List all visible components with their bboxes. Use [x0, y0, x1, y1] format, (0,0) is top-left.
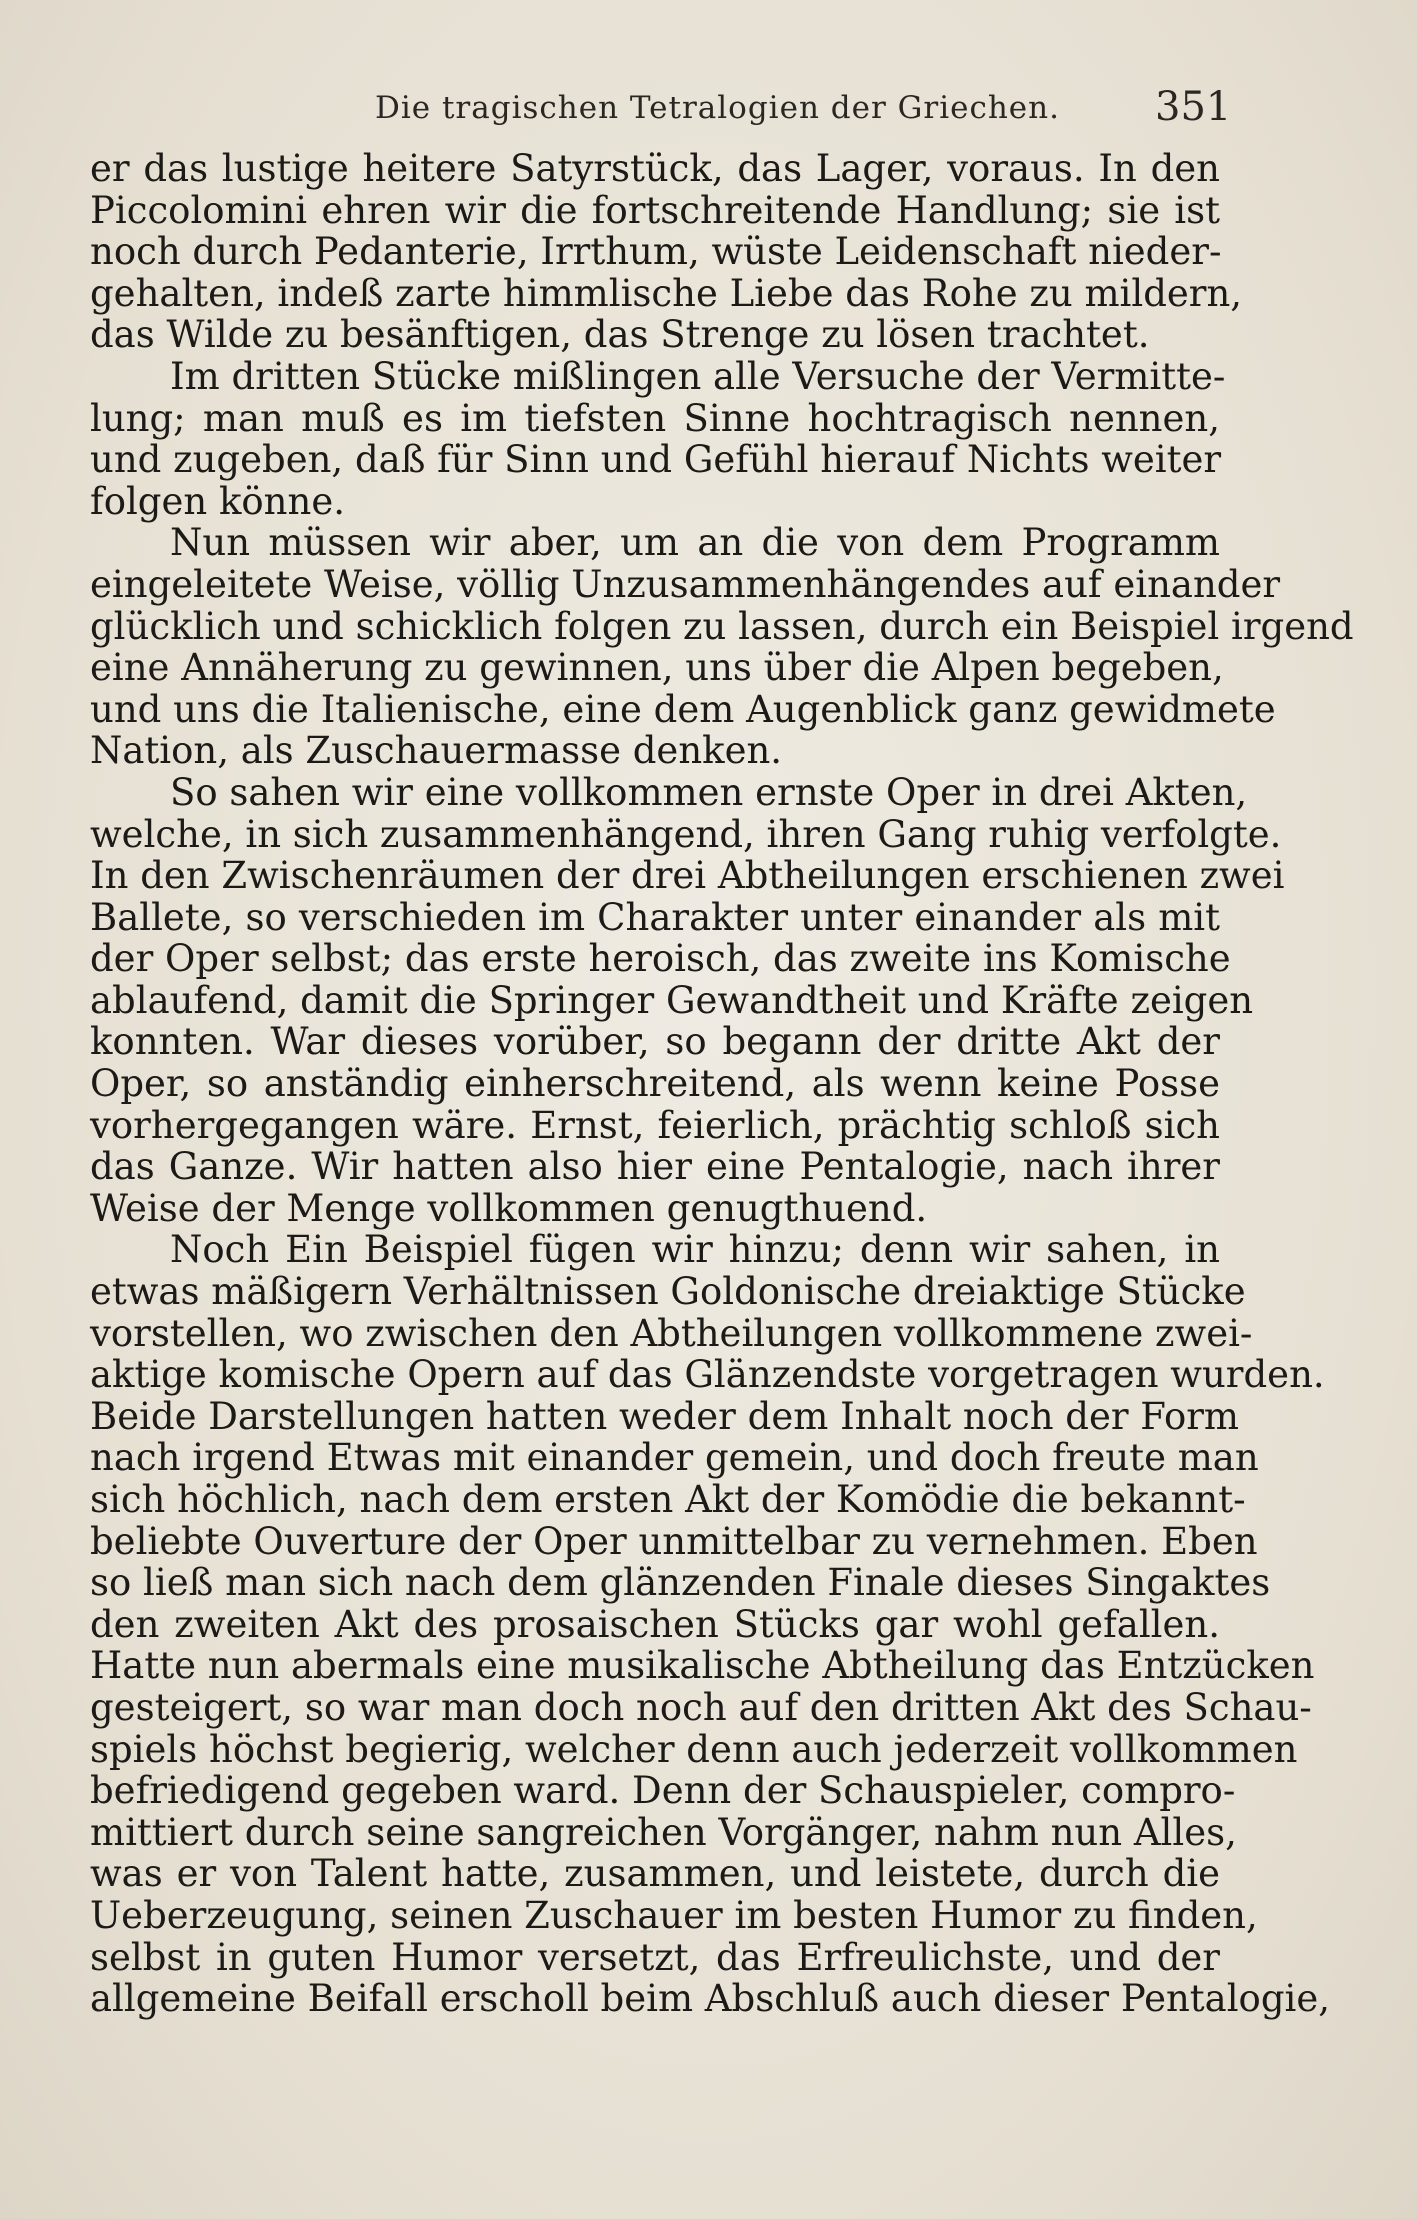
text-line: Weise der Menge vollkommen genugthuend. [90, 1186, 928, 1230]
text-line: allgemeine Beifall erscholl beim Abschluß auch dieser Pentalogie, [90, 1977, 1331, 2021]
page-number: 351 [1155, 84, 1232, 130]
text-line: und zugeben, daß für Sinn und Gefühl hierauf Nichts weiter [90, 438, 1222, 482]
text-line: was er von Talent hatte, zusammen, und leistete, durch die [90, 1852, 1220, 1896]
text-line: lung; man muß es im tiefsten Sinne hochtragisch nennen, [90, 396, 1220, 440]
text-line: sich höchlich, nach dem ersten Akt der Komödie die bekannt- [90, 1478, 1246, 1521]
text-line: spiels höchst begierig, welcher denn auch jederzeit vollkommen [90, 1727, 1298, 1771]
text-line: Nun müssen wir aber, um an die von dem Programm [170, 521, 1220, 565]
text-line: Ueberzeugung, seinen Zuschauer im besten Humor zu finden, [90, 1893, 1258, 1937]
text-line: welche, in sich zusammenhängend, ihren Gang ruhig verfolgte. [90, 812, 1282, 856]
text-line: mittiert durch seine sangreichen Vorgänger, nahm nun Alles, [90, 1810, 1237, 1854]
text-line: den zweiten Akt des prosaischen Stücks gar wohl gefallen. [90, 1602, 1220, 1646]
body-text [90, 147, 1354, 2021]
text-line: gesteigert, so war man doch noch auf den dritten Akt des Schau- [90, 1685, 1312, 1729]
text-line: so ließ man sich nach dem glänzenden Finale dieses Singaktes [90, 1561, 1271, 1605]
text-line: Oper, so anständig einherschreitend, als wenn keine Posse [90, 1062, 1220, 1106]
text-line: Nation, als Zuschauermasse denken. [90, 729, 783, 773]
text-line: In den Zwischenräumen der drei Abtheilungen erschienen zwei [90, 854, 1285, 898]
text-line: beliebte Ouverture der Oper unmittelbar zu vernehmen. Eben [90, 1519, 1258, 1563]
text-line: Beide Darstellungen hatten weder dem Inhalt noch der Form [90, 1394, 1240, 1438]
text-line: selbst in guten Humor versetzt, das Erfreulichste, und der [90, 1935, 1220, 1979]
text-line: der Oper selbst; das erste heroisch, das zweite ins Komische [90, 937, 1231, 981]
text-line: das Ganze. Wir hatten also hier eine Pentalogie, nach ihrer [90, 1145, 1220, 1189]
text-line: und uns die Italienische, eine dem Augenblick ganz gewidmete [90, 687, 1276, 731]
text-line: nach irgend Etwas mit einander gemein, und doch freute man [90, 1436, 1259, 1480]
text-line: ablaufend, damit die Springer Gewandtheit und Kräfte zeigen [90, 978, 1254, 1022]
text-line: befriedigend gegeben ward. Denn der Schauspieler, compro- [90, 1769, 1236, 1813]
text-line: folgen könne. [90, 479, 345, 523]
text-line: glücklich und schicklich folgen zu lassen, durch ein Beispiel irgend [90, 604, 1354, 648]
text-line: eine Annäherung zu gewinnen, uns über die Alpen begeben, [90, 646, 1224, 690]
text-line: gehalten, indeß zarte himmlische Liebe das Rohe zu mildern, [90, 271, 1243, 315]
text-line: Ballete, so verschieden im Charakter unter einander als mit [90, 895, 1220, 939]
text-line: er das lustige heitere Satyrstück, das Lager, voraus. In den [90, 147, 1220, 190]
text-line: Piccolomini ehren wir die fortschreitende Handlung; sie ist [90, 188, 1220, 232]
text-line: So sahen wir eine vollkommen ernste Oper in drei Akten, [170, 770, 1248, 814]
text-line: Hatte nun abermals eine musikalische Abtheilung das Entzücken [90, 1644, 1315, 1688]
text-line: konnten. War dieses vorüber, so begann der dritte Akt der [90, 1020, 1220, 1064]
text-line: eingeleitete Weise, völlig Unzusammenhängendes auf einander [90, 562, 1281, 606]
text-line: vorhergegangen wäre. Ernst, feierlich, prächtig schloß sich [90, 1103, 1220, 1147]
text-line: vorstellen, wo zwischen den Abtheilungen vollkommene zwei- [90, 1311, 1253, 1355]
text-line: Noch Ein Beispiel fügen wir hinzu; denn wir sahen, in [170, 1228, 1220, 1272]
text-line: aktige komische Opern auf das Glänzendste vorgetragen wurden. [90, 1353, 1325, 1397]
text-line: noch durch Pedanterie, Irrthum, wüste Leidenschaft nieder- [90, 230, 1222, 274]
page-header [0, 84, 1417, 140]
text-line: Im dritten Stücke mißlingen alle Versuche der Vermitte- [170, 354, 1226, 398]
text-line: das Wilde zu besänftigen, das Strenge zu lösen trachtet. [90, 313, 1150, 357]
running-title: Die tragischen Tetralogien der Griechen. [375, 90, 1060, 126]
text-line: etwas mäßigern Verhältnissen Goldonische dreiaktige Stücke [90, 1270, 1246, 1314]
